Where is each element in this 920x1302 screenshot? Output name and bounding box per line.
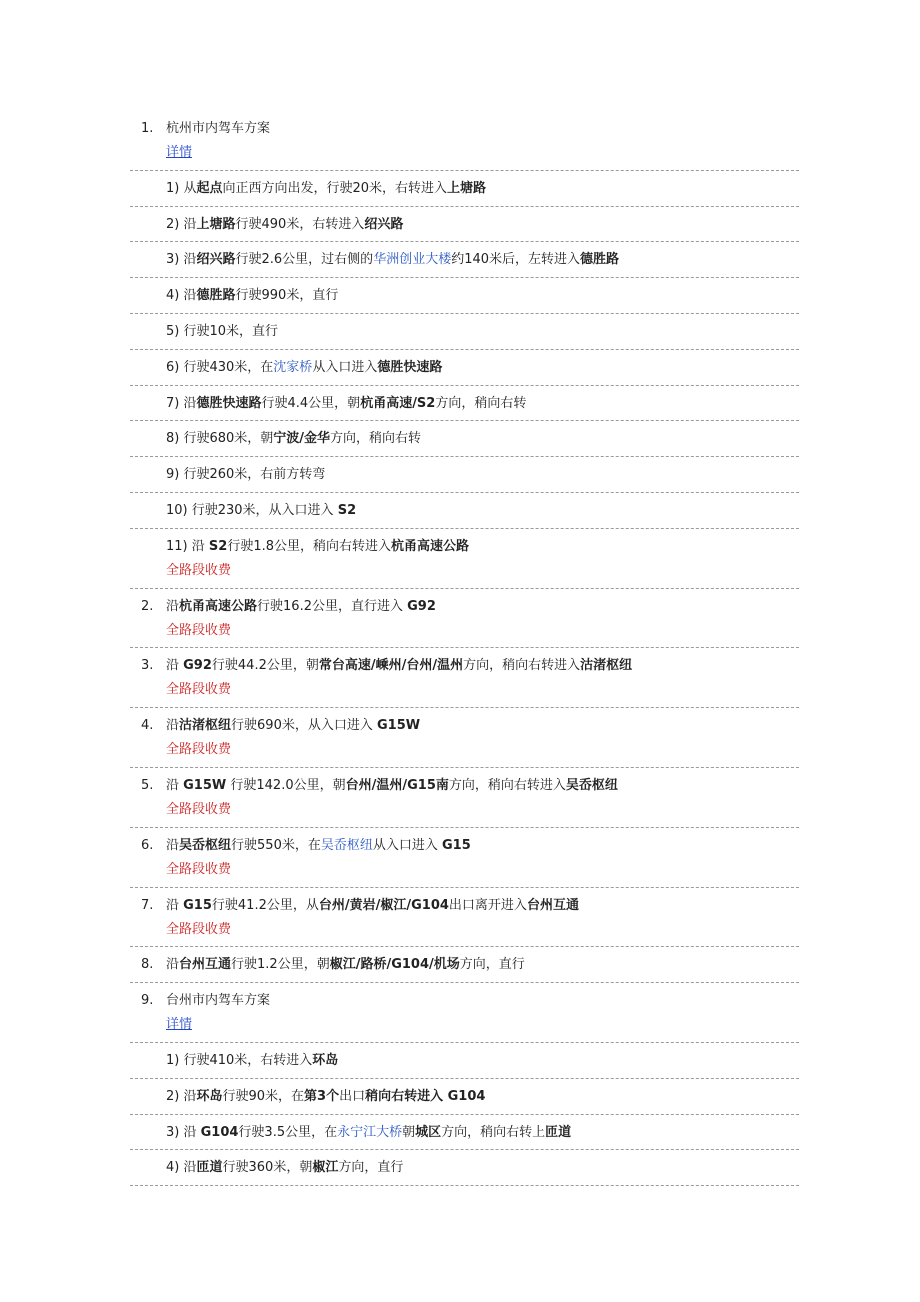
step-line (166, 838, 471, 854)
plan-header (130, 111, 799, 171)
step-number: 3. (141, 658, 154, 674)
step-text: 3) 沿 (166, 252, 197, 268)
step-text: 沿 (166, 837, 180, 853)
step-text: 方向，稍向右转上 (441, 1124, 546, 1140)
step-line (166, 181, 486, 197)
sub-step-row (130, 207, 799, 243)
step-text: 4) 沿 (166, 1160, 197, 1176)
road-name: 沽渚枢纽 (580, 658, 633, 674)
step-line (166, 1053, 338, 1069)
plan-number: 9. (141, 993, 154, 1009)
road-name: 上塘路 (196, 216, 236, 232)
step-text: 方向，稍向右转 (330, 431, 422, 447)
sub-step-row (130, 171, 799, 207)
step-row (130, 888, 799, 948)
plan-title: 台州市内驾车方案 (166, 993, 271, 1009)
road-name: 椒江 (312, 1160, 339, 1176)
road-name: 绍兴路 (196, 252, 236, 268)
road-name: 绍兴路 (364, 216, 404, 232)
step-text: 2) 沿 (166, 1088, 197, 1104)
step-number: 4. (141, 718, 154, 734)
road-name: G104 (447, 1088, 486, 1104)
road-name: 德胜路 (580, 252, 620, 268)
step-text: 行驶44.2公里，朝 (211, 658, 319, 674)
road-name: 常台高速/嵊州/台州/温州 (318, 658, 464, 674)
step-text: 2) 沿 (166, 216, 197, 232)
road-name: G15 (442, 837, 471, 853)
step-line (166, 396, 526, 412)
road-name: 吴岙枢纽 (565, 777, 618, 793)
sub-step-row (130, 1079, 799, 1115)
road-name: S2 (337, 502, 357, 518)
step-text: 行驶2.6公里，过右侧的 (235, 252, 374, 268)
step-line (166, 778, 618, 794)
road-name: 环岛 (196, 1088, 223, 1104)
step-text: 方向，稍向右转 (435, 395, 527, 411)
road-name: G104 (200, 1124, 239, 1140)
step-number: 6. (141, 837, 154, 853)
road-name: S2 (208, 538, 228, 554)
road-name: 杭甬高速公路 (179, 598, 258, 614)
toll-note: 全路段收费 (166, 742, 232, 758)
road-name: 台州/温州/G15南 (345, 777, 449, 793)
sub-step-row (130, 529, 799, 589)
sub-step-row (130, 278, 799, 314)
poi-name: 华洲创业大楼 (373, 252, 452, 268)
step-number: 7. (141, 897, 154, 913)
step-row (130, 828, 799, 888)
step-row (130, 648, 799, 708)
step-text: 11) 沿 (166, 538, 209, 554)
poi-name: 沈家桥 (273, 359, 313, 375)
plan-title: 杭州市内驾车方案 (166, 121, 271, 136)
step-text: 方向，稍向右转进入 (448, 777, 566, 793)
step-text: 行驶1.2公里，朝 (231, 957, 330, 973)
road-name: 德胜快速路 (196, 395, 262, 411)
step-line (166, 599, 436, 615)
step-text: 约140米后，左转进入 (451, 252, 581, 268)
road-name: 吴岙枢纽 (179, 837, 232, 853)
road-name: 德胜快速路 (377, 359, 443, 375)
road-name: 椒江/路桥/G104/机场 (329, 957, 460, 973)
road-name: 宁波/金华 (273, 431, 331, 447)
step-line (166, 217, 403, 233)
step-text: 方向，稍向右转进入 (463, 658, 581, 674)
step-line (166, 503, 356, 519)
step-text: 7) 沿 (166, 395, 197, 411)
toll-note: 全路段收费 (166, 801, 232, 817)
step-line (166, 1089, 485, 1105)
road-name: 沽渚枢纽 (179, 718, 232, 734)
step-text: 方向，直行 (338, 1160, 404, 1176)
sub-step-row (130, 314, 799, 350)
road-name: 匝道 (196, 1160, 223, 1176)
step-text: 沿 (166, 957, 180, 973)
sub-step-row (130, 1150, 799, 1186)
step-row (130, 589, 799, 649)
details-link[interactable]: 详情 (166, 145, 193, 160)
step-row (130, 768, 799, 828)
step-text: 行驶490米，右转进入 (235, 216, 365, 232)
step-text: 行驶550米，在 (231, 837, 321, 853)
sub-step-row (130, 350, 799, 386)
poi-name: 吴岙枢纽 (320, 837, 373, 853)
step-row (130, 708, 799, 768)
road-name: G15W (376, 718, 421, 734)
road-name: 杭甬高速公路 (391, 538, 470, 554)
step-line (166, 252, 619, 268)
road-name: 环岛 (312, 1052, 339, 1068)
step-line (166, 288, 338, 304)
step-text: 行驶990米，直行 (235, 288, 339, 304)
step-number: 8. (141, 957, 154, 973)
road-name: 杭甬高速/S2 (360, 395, 436, 411)
sub-step-row (130, 457, 799, 493)
toll-note: 全路段收费 (166, 562, 232, 578)
step-text: 沿 (166, 897, 184, 913)
toll-note: 全路段收费 (166, 622, 232, 638)
sub-step-row (130, 1115, 799, 1151)
sub-step-row (130, 493, 799, 529)
road-name: G92 (183, 658, 212, 674)
step-text: 行驶16.2公里，直行进入 (257, 598, 408, 614)
sub-step-row (130, 386, 799, 422)
step-text: 3) 沿 (166, 1124, 201, 1140)
sub-step-row (130, 421, 799, 457)
step-text: 4) 沿 (166, 288, 197, 304)
road-name: G15 (183, 897, 212, 913)
step-line (166, 1125, 571, 1141)
step-text: 沿 (166, 658, 184, 674)
road-name: G15W (183, 777, 227, 793)
road-name: 台州互通 (179, 957, 232, 973)
road-name: 上塘路 (447, 180, 487, 196)
step-text: 沿 (166, 718, 180, 734)
step-text: 沿 (166, 777, 184, 793)
step-number: 5. (141, 777, 154, 793)
step-text: 行驶3.5公里，在 (238, 1124, 338, 1140)
step-line (166, 539, 469, 555)
step-row (130, 947, 799, 983)
step-line (166, 431, 421, 447)
step-text: 行驶4.4公里，朝 (261, 395, 361, 411)
step-text: 1) 从 (166, 180, 197, 196)
step-text: 行驶690米，从入口进入 (231, 718, 377, 734)
step-text: 出口离开进入 (448, 897, 527, 913)
road-name: G92 (407, 598, 436, 614)
step-text: 沿 (166, 598, 180, 614)
poi-name: 永宁江大桥 (337, 1124, 403, 1140)
step-text: 出口 (339, 1088, 366, 1104)
route-list (130, 111, 799, 1186)
step-text: 9) 行驶260米，右前方转弯 (166, 467, 326, 483)
step-text: 6) 行驶430米，在 (166, 359, 274, 375)
step-line (166, 898, 579, 914)
road-name: 起点 (196, 180, 223, 196)
step-text: 5) 行驶10米，直行 (166, 323, 279, 339)
step-line (166, 1160, 403, 1176)
road-name: 第3个 (304, 1088, 340, 1104)
road-name: 稍向右转进入 (365, 1088, 448, 1104)
step-text: 行驶1.8公里，稍向右转进入 (227, 538, 391, 554)
step-text: 从入口进入 (372, 837, 443, 853)
road-name: 台州互通 (526, 897, 579, 913)
toll-note: 全路段收费 (166, 861, 232, 877)
step-text: 向正西方向出发，行驶20米，右转进入 (222, 180, 448, 196)
step-line (166, 467, 325, 483)
step-text: 朝 (402, 1124, 416, 1140)
sub-step-row (130, 242, 799, 278)
step-line (166, 957, 525, 973)
step-text: 10) 行驶230米，从入口进入 (166, 502, 338, 518)
step-text: 行驶142.0公里，朝 (226, 777, 346, 793)
step-text: 8) 行驶680米，朝 (166, 431, 274, 447)
step-line (166, 360, 442, 376)
plan-number: 1. (141, 121, 154, 136)
step-number: 2. (141, 598, 154, 614)
step-line (166, 324, 278, 340)
step-text: 1) 行驶410米，右转进入 (166, 1052, 313, 1068)
plan-header (130, 983, 799, 1043)
road-name: 台州/黄岩/椒江/G104 (318, 897, 449, 913)
step-text: 从入口进入 (312, 359, 378, 375)
toll-note: 全路段收费 (166, 682, 232, 698)
sub-step-row (130, 1043, 799, 1079)
step-text: 行驶41.2公里，从 (211, 897, 319, 913)
step-text: 方向，直行 (459, 957, 525, 973)
step-text: 行驶360米，朝 (222, 1160, 313, 1176)
road-name: 匝道 (545, 1124, 572, 1140)
toll-note: 全路段收费 (166, 921, 232, 937)
road-name: 城区 (415, 1124, 442, 1140)
step-line (166, 718, 420, 734)
step-line (166, 658, 632, 674)
step-text: 行驶90米，在 (222, 1088, 305, 1104)
details-link[interactable]: 详情 (166, 1017, 193, 1033)
road-name: 德胜路 (196, 288, 236, 304)
